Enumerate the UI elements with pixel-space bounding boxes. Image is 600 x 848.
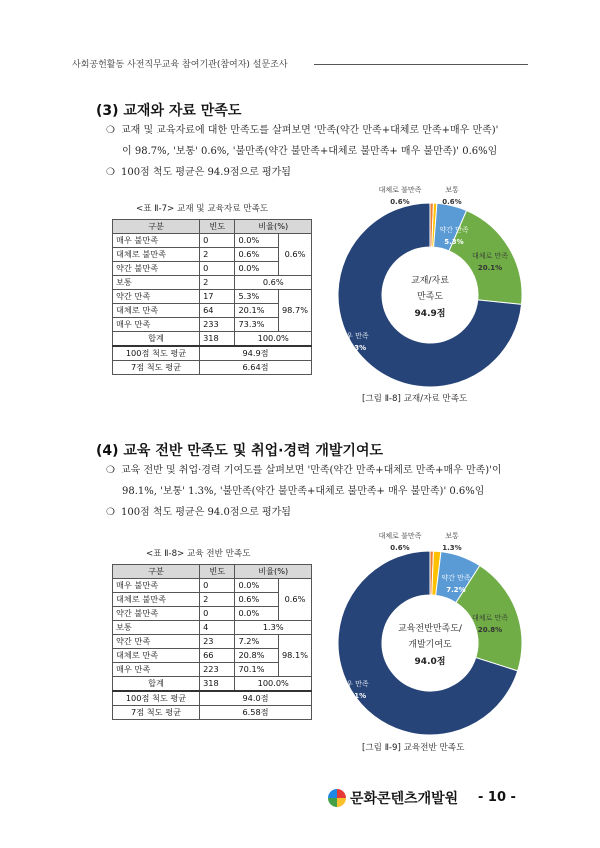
figure-ii-9-caption: [그림 Ⅱ-9] 교육전반 만족도: [362, 743, 465, 753]
avg100-row: [113, 691, 312, 706]
section-3-bullet-2: [106, 163, 291, 183]
donut1-value-2: 5.3%: [444, 238, 464, 246]
donut1-label-3: 대체로 만족: [471, 252, 509, 260]
group-positive: 98.1%: [278, 635, 311, 677]
figure-ii-8-caption: [그림 Ⅱ-8] 교재/자료 만족도: [362, 394, 468, 404]
header-cell: 구분: [113, 220, 200, 234]
table-row: [113, 276, 312, 290]
avg7-value: 6.58점: [200, 706, 312, 720]
total-label: 합계: [113, 677, 200, 692]
donut1-label-2: 약간 만족: [439, 226, 469, 234]
section-3-bullet-1-cont: 이 98.7%, '보통' 0.6%, '불만족(약간 불만족+대체로 불만족+ 매우 불만족)' 0.6%임: [122, 146, 498, 157]
header-cell: 구분: [113, 565, 200, 579]
row-percent: 1.3%: [235, 621, 312, 635]
org-logo: [328, 788, 458, 808]
donut-chart-ii-8-svg: [330, 180, 530, 390]
donut1-value-0: 0.6%: [390, 198, 410, 206]
row-percent: 70.1%: [235, 663, 279, 677]
row-label: 매우 만족: [113, 318, 200, 332]
org-name: 문화콘텐츠개발원: [350, 791, 459, 807]
donut2-center-text-0: 교육전반만족도/: [398, 624, 462, 634]
donut1-label-1: 보통: [445, 186, 459, 194]
row-percent: 0.6%: [235, 248, 279, 262]
row-percent: 0.0%: [235, 234, 279, 248]
avg7-label: 7점 척도 평균: [113, 361, 200, 375]
table-ii-7: [112, 219, 312, 375]
table-ii-8-caption: <표 Ⅱ-8> 교육 전반 만족도: [146, 549, 251, 559]
row-count: 66: [200, 649, 235, 663]
row-count: 233: [200, 318, 235, 332]
row-label: 대체로 만족: [113, 304, 200, 318]
avg100-label: 100점 척도 평균: [113, 691, 200, 706]
running-header: 사회공헌활동 사전직무교육 참여기관(참여자) 설문조사: [72, 60, 288, 70]
row-label: 약간 만족: [113, 635, 200, 649]
row-count: 64: [200, 304, 235, 318]
org-logo-icon: [328, 789, 346, 807]
header-cell: 빈도: [200, 565, 235, 579]
donut-chart-ii-9-svg: [330, 528, 530, 738]
section-3-bullet-1: [106, 121, 498, 141]
row-percent: 0.6%: [235, 593, 279, 607]
section-4-title: (4) 교육 전반 만족도 및 취업·경력 개발기여도: [96, 443, 384, 459]
bullet-mark: ❍: [106, 167, 115, 178]
bullet-mark: ❍: [106, 507, 115, 518]
total-percent: 100.0%: [235, 332, 312, 347]
donut-chart-ii-9: [330, 528, 530, 738]
row-percent: 20.8%: [235, 649, 279, 663]
table-row: [113, 234, 312, 248]
donut-chart-ii-8: [330, 180, 530, 390]
avg7-value: 6.64점: [200, 361, 312, 375]
section-4-bullet-1-cont: 98.1%, '보통' 1.3%, '불만족(약간 불만족+대체로 불만족+ 매우 불만족)' 0.6%임: [122, 486, 485, 497]
donut2-value-2: 7.2%: [446, 586, 466, 594]
total-row: [113, 677, 312, 692]
row-label: 약간 불만족: [113, 607, 200, 621]
row-label: 대체로 불만족: [113, 593, 200, 607]
group-negative: 0.6%: [278, 579, 311, 621]
header-cell: 비율(%): [235, 565, 312, 579]
header-rule: [314, 64, 528, 65]
total-percent: 100.0%: [235, 677, 312, 692]
section-3-title: (3) 교재와 자료 만족도: [96, 103, 242, 119]
avg7-row: [113, 706, 312, 720]
row-percent: 73.3%: [235, 318, 279, 332]
header-cell: 비율(%): [235, 220, 312, 234]
row-count: 223: [200, 663, 235, 677]
bullet-text: 교재 및 교육자료에 대한 만족도를 살펴보면 '만족(약간 만족+대체로 만족+매우 만족)': [120, 125, 499, 136]
section-4-bullet-2: [106, 503, 291, 523]
donut2-value-0: 0.6%: [390, 544, 410, 552]
avg100-value: 94.0점: [200, 691, 312, 706]
table-row: [113, 290, 312, 304]
total-count: 318: [200, 332, 235, 347]
donut2-value-4: 70.1%: [341, 692, 367, 700]
table-ii-8: [112, 564, 312, 720]
donut1-label-4: 매우 만족: [339, 332, 369, 340]
row-percent: 5.3%: [235, 290, 279, 304]
bullet-text: 100점 척도 평균은 94.9점으로 평가됨: [120, 167, 291, 178]
row-label: 약간 불만족: [113, 262, 200, 276]
avg100-value: 94.9점: [200, 346, 312, 361]
row-percent: 0.6%: [235, 276, 312, 290]
row-label: 약간 만족: [113, 290, 200, 304]
avg7-row: [113, 361, 312, 375]
table-ii-7-caption: <표 Ⅱ-7> 교재 및 교육자료 만족도: [136, 204, 269, 214]
donut2-label-4: 매우 만족: [339, 680, 369, 688]
total-label: 합계: [113, 332, 200, 347]
total-row: [113, 332, 312, 347]
donut2-center-text-2: 94.0점: [414, 657, 446, 667]
avg100-label: 100점 척도 평균: [113, 346, 200, 361]
donut1-value-4: 73.3%: [341, 344, 367, 352]
table-row: [113, 621, 312, 635]
avg100-row: [113, 346, 312, 361]
table-row: [113, 579, 312, 593]
row-count: 0: [200, 234, 235, 248]
row-count: 2: [200, 248, 235, 262]
donut1-center-text-2: 94.9점: [414, 309, 446, 319]
row-count: 0: [200, 579, 235, 593]
row-label: 대체로 불만족: [113, 248, 200, 262]
row-percent: 20.1%: [235, 304, 279, 318]
group-positive: 98.7%: [278, 290, 311, 332]
donut1-value-1: 0.6%: [442, 198, 462, 206]
donut2-label-0: 대체로 불만족: [378, 532, 422, 540]
row-count: 23: [200, 635, 235, 649]
row-label: 매우 만족: [113, 663, 200, 677]
donut2-label-3: 대체로 만족: [471, 614, 509, 622]
donut2-value-1: 1.3%: [442, 544, 462, 552]
header-cell: 빈도: [200, 220, 235, 234]
row-percent: 0.0%: [235, 579, 279, 593]
row-count: 17: [200, 290, 235, 304]
row-count: 0: [200, 262, 235, 276]
donut2-value-3: 20.8%: [477, 626, 503, 634]
donut1-value-3: 20.1%: [477, 264, 503, 272]
total-count: 318: [200, 677, 235, 692]
donut2-center-text-1: 개발기여도: [408, 640, 452, 650]
bullet-mark: ❍: [106, 465, 115, 476]
row-label: 보통: [113, 276, 200, 290]
row-count: 2: [200, 276, 235, 290]
page-number: - 10 -: [478, 790, 516, 805]
bullet-text: 100점 척도 평균은 94.0점으로 평가됨: [120, 507, 291, 518]
donut2-label-2: 약간 만족: [441, 574, 471, 582]
row-count: 4: [200, 621, 235, 635]
donut2-label-1: 보통: [445, 532, 459, 540]
row-count: 2: [200, 593, 235, 607]
row-percent: 0.0%: [235, 262, 279, 276]
row-label: 매우 불만족: [113, 579, 200, 593]
row-percent: 0.0%: [235, 607, 279, 621]
section-4-bullet-1: [106, 461, 502, 481]
donut1-center-text-0: 교재/자료: [411, 276, 449, 286]
row-label: 대체로 만족: [113, 649, 200, 663]
bullet-mark: ❍: [106, 125, 115, 136]
donut1-label-0: 대체로 불만족: [378, 186, 422, 194]
bullet-text: 교육 전반 및 취업·경력 기여도를 살펴보면 '만족(약간 만족+대체로 만족+매우 만족)'이: [120, 465, 502, 476]
avg7-label: 7점 척도 평균: [113, 706, 200, 720]
table-row: [113, 635, 312, 649]
row-percent: 7.2%: [235, 635, 279, 649]
group-negative: 0.6%: [278, 234, 311, 276]
row-label: 매우 불만족: [113, 234, 200, 248]
row-label: 보통: [113, 621, 200, 635]
row-count: 0: [200, 607, 235, 621]
donut1-center-text-1: 만족도: [416, 292, 444, 302]
